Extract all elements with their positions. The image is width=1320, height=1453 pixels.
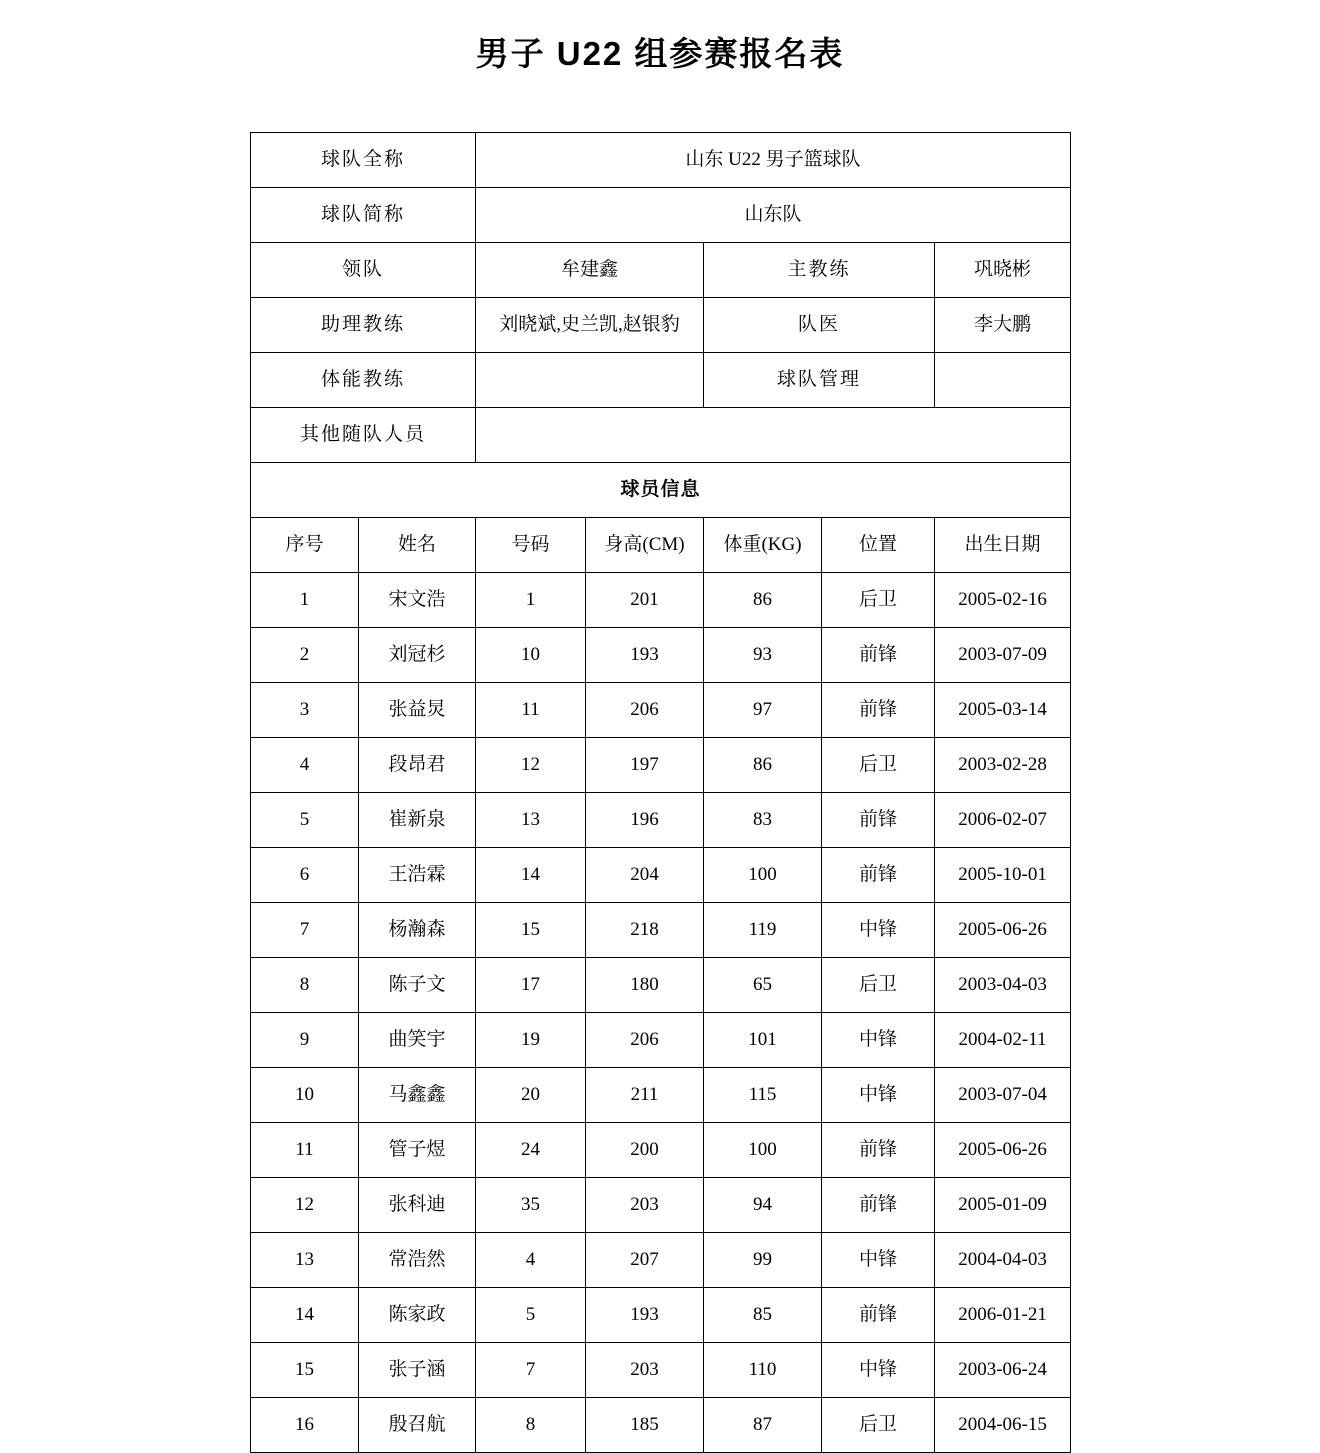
player-weight: 119 xyxy=(704,903,822,958)
player-weight: 86 xyxy=(704,573,822,628)
player-birth: 2005-06-26 xyxy=(935,903,1071,958)
player-number: 5 xyxy=(476,1288,586,1343)
player-birth: 2003-07-04 xyxy=(935,1068,1071,1123)
player-weight: 85 xyxy=(704,1288,822,1343)
player-birth: 2005-01-09 xyxy=(935,1178,1071,1233)
player-name: 殷召航 xyxy=(359,1398,476,1453)
player-birth: 2005-10-01 xyxy=(935,848,1071,903)
player-no: 14 xyxy=(251,1288,359,1343)
player-no: 13 xyxy=(251,1233,359,1288)
player-position: 中锋 xyxy=(822,1233,935,1288)
player-name: 陈子文 xyxy=(359,958,476,1013)
player-name: 张科迪 xyxy=(359,1178,476,1233)
fitness-coach-label: 体能教练 xyxy=(251,353,476,408)
assistant-coach-row xyxy=(251,298,1071,353)
column-header-height: 身高(CM) xyxy=(586,518,704,573)
leader-label: 领队 xyxy=(251,243,476,298)
player-weight: 110 xyxy=(704,1343,822,1398)
player-position: 中锋 xyxy=(822,1068,935,1123)
player-name: 刘冠杉 xyxy=(359,628,476,683)
table-row xyxy=(251,628,1071,683)
player-weight: 86 xyxy=(704,738,822,793)
player-no: 11 xyxy=(251,1123,359,1178)
player-height: 193 xyxy=(586,628,704,683)
player-height: 197 xyxy=(586,738,704,793)
table-row xyxy=(251,1178,1071,1233)
player-name: 陈家政 xyxy=(359,1288,476,1343)
player-weight: 65 xyxy=(704,958,822,1013)
player-no: 16 xyxy=(251,1398,359,1453)
player-weight: 99 xyxy=(704,1233,822,1288)
document-page xyxy=(0,28,1320,1453)
assistant-coach-value: 刘晓斌,史兰凯,赵银豹 xyxy=(476,298,704,353)
head-coach-value: 巩晓彬 xyxy=(935,243,1071,298)
player-height: 200 xyxy=(586,1123,704,1178)
player-weight: 115 xyxy=(704,1068,822,1123)
player-no: 10 xyxy=(251,1068,359,1123)
table-row xyxy=(251,1013,1071,1068)
player-number: 11 xyxy=(476,683,586,738)
team-short-name-value: 山东队 xyxy=(476,188,1071,243)
player-weight: 93 xyxy=(704,628,822,683)
table-row xyxy=(251,903,1071,958)
table-row xyxy=(251,848,1071,903)
page-title: 男子 U22 组参赛报名表 xyxy=(475,35,845,72)
table-row xyxy=(251,1233,1071,1288)
player-height: 206 xyxy=(586,683,704,738)
player-no: 15 xyxy=(251,1343,359,1398)
player-height: 203 xyxy=(586,1178,704,1233)
player-number: 24 xyxy=(476,1123,586,1178)
fitness-coach-value xyxy=(476,353,704,408)
leader-value: 牟建鑫 xyxy=(476,243,704,298)
player-birth: 2006-02-07 xyxy=(935,793,1071,848)
player-position: 后卫 xyxy=(822,573,935,628)
leader-row xyxy=(251,243,1071,298)
player-weight: 101 xyxy=(704,1013,822,1068)
player-height: 203 xyxy=(586,1343,704,1398)
player-birth: 2005-03-14 xyxy=(935,683,1071,738)
player-position: 后卫 xyxy=(822,958,935,1013)
player-weight: 100 xyxy=(704,848,822,903)
player-height: 206 xyxy=(586,1013,704,1068)
player-no: 12 xyxy=(251,1178,359,1233)
team-full-name-row xyxy=(251,133,1071,188)
column-header-weight: 体重(KG) xyxy=(704,518,822,573)
player-number: 35 xyxy=(476,1178,586,1233)
player-position: 前锋 xyxy=(822,1178,935,1233)
player-birth: 2005-06-26 xyxy=(935,1123,1071,1178)
table-row xyxy=(251,1068,1071,1123)
table-row xyxy=(251,683,1071,738)
player-name: 段昂君 xyxy=(359,738,476,793)
player-number: 8 xyxy=(476,1398,586,1453)
table-body xyxy=(251,133,1071,1453)
player-name: 杨瀚森 xyxy=(359,903,476,958)
table-row xyxy=(251,793,1071,848)
team-manager-label: 球队管理 xyxy=(704,353,935,408)
player-name: 管子煜 xyxy=(359,1123,476,1178)
player-position: 后卫 xyxy=(822,738,935,793)
team-manager-value xyxy=(935,353,1071,408)
table-row xyxy=(251,1288,1071,1343)
player-name: 宋文浩 xyxy=(359,573,476,628)
player-position: 前锋 xyxy=(822,848,935,903)
team-short-name-label: 球队简称 xyxy=(251,188,476,243)
player-birth: 2003-04-03 xyxy=(935,958,1071,1013)
player-weight: 87 xyxy=(704,1398,822,1453)
player-no: 8 xyxy=(251,958,359,1013)
table-row xyxy=(251,738,1071,793)
player-number: 10 xyxy=(476,628,586,683)
player-position: 前锋 xyxy=(822,1123,935,1178)
registration-table-wrapper xyxy=(250,132,1070,1453)
team-doctor-label: 队医 xyxy=(704,298,935,353)
player-birth: 2006-01-21 xyxy=(935,1288,1071,1343)
team-full-name-value: 山东 U22 男子篮球队 xyxy=(476,133,1071,188)
players-section-heading-row xyxy=(251,463,1071,518)
player-position: 前锋 xyxy=(822,683,935,738)
player-name: 王浩霖 xyxy=(359,848,476,903)
table-row xyxy=(251,1343,1071,1398)
player-birth: 2003-06-24 xyxy=(935,1343,1071,1398)
player-position: 中锋 xyxy=(822,1013,935,1068)
head-coach-label: 主教练 xyxy=(704,243,935,298)
player-no: 9 xyxy=(251,1013,359,1068)
player-number: 7 xyxy=(476,1343,586,1398)
player-birth: 2003-07-09 xyxy=(935,628,1071,683)
player-number: 15 xyxy=(476,903,586,958)
player-no: 6 xyxy=(251,848,359,903)
team-short-name-row xyxy=(251,188,1071,243)
players-header-row xyxy=(251,518,1071,573)
player-position: 前锋 xyxy=(822,1288,935,1343)
player-birth: 2004-02-11 xyxy=(935,1013,1071,1068)
player-no: 7 xyxy=(251,903,359,958)
player-birth: 2004-06-15 xyxy=(935,1398,1071,1453)
table-row xyxy=(251,958,1071,1013)
player-number: 4 xyxy=(476,1233,586,1288)
table-row xyxy=(251,1398,1071,1453)
player-number: 1 xyxy=(476,573,586,628)
player-no: 1 xyxy=(251,573,359,628)
table-row xyxy=(251,1123,1071,1178)
player-position: 前锋 xyxy=(822,793,935,848)
player-height: 211 xyxy=(586,1068,704,1123)
other-staff-value xyxy=(476,408,1071,463)
player-weight: 94 xyxy=(704,1178,822,1233)
assistant-coach-label: 助理教练 xyxy=(251,298,476,353)
player-name: 马鑫鑫 xyxy=(359,1068,476,1123)
player-height: 196 xyxy=(586,793,704,848)
player-birth: 2003-02-28 xyxy=(935,738,1071,793)
player-height: 201 xyxy=(586,573,704,628)
registration-table xyxy=(250,132,1071,1453)
player-birth: 2005-02-16 xyxy=(935,573,1071,628)
player-no: 3 xyxy=(251,683,359,738)
players-section-heading: 球员信息 xyxy=(251,463,1071,518)
player-position: 前锋 xyxy=(822,628,935,683)
column-header-position: 位置 xyxy=(822,518,935,573)
player-number: 14 xyxy=(476,848,586,903)
player-height: 185 xyxy=(586,1398,704,1453)
player-no: 2 xyxy=(251,628,359,683)
other-staff-row xyxy=(251,408,1071,463)
player-weight: 97 xyxy=(704,683,822,738)
player-number: 20 xyxy=(476,1068,586,1123)
player-no: 5 xyxy=(251,793,359,848)
player-no: 4 xyxy=(251,738,359,793)
player-height: 193 xyxy=(586,1288,704,1343)
fitness-coach-row xyxy=(251,353,1071,408)
player-height: 204 xyxy=(586,848,704,903)
player-name: 常浩然 xyxy=(359,1233,476,1288)
table-row xyxy=(251,573,1071,628)
player-name: 曲笑宇 xyxy=(359,1013,476,1068)
player-birth: 2004-04-03 xyxy=(935,1233,1071,1288)
player-height: 180 xyxy=(586,958,704,1013)
player-number: 12 xyxy=(476,738,586,793)
team-doctor-value: 李大鹏 xyxy=(935,298,1071,353)
player-height: 207 xyxy=(586,1233,704,1288)
column-header-no: 序号 xyxy=(251,518,359,573)
player-weight: 83 xyxy=(704,793,822,848)
player-position: 中锋 xyxy=(822,903,935,958)
player-name: 崔新泉 xyxy=(359,793,476,848)
player-name: 张益炅 xyxy=(359,683,476,738)
player-position: 中锋 xyxy=(822,1343,935,1398)
player-position: 后卫 xyxy=(822,1398,935,1453)
player-name: 张子涵 xyxy=(359,1343,476,1398)
team-full-name-label: 球队全称 xyxy=(251,133,476,188)
player-number: 17 xyxy=(476,958,586,1013)
player-number: 13 xyxy=(476,793,586,848)
player-weight: 100 xyxy=(704,1123,822,1178)
player-number: 19 xyxy=(476,1013,586,1068)
column-header-name: 姓名 xyxy=(359,518,476,573)
player-height: 218 xyxy=(586,903,704,958)
column-header-number: 号码 xyxy=(476,518,586,573)
other-staff-label: 其他随队人员 xyxy=(251,408,476,463)
column-header-birth: 出生日期 xyxy=(935,518,1071,573)
